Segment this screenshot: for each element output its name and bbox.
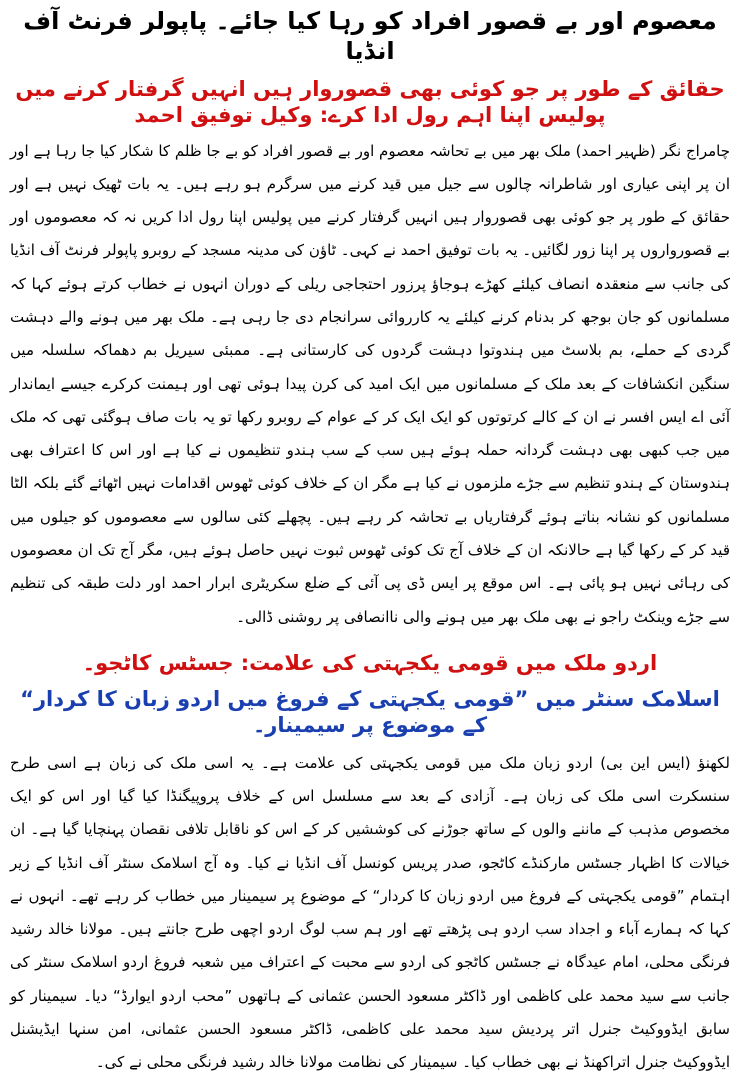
article-urdu-seminar [10, 650, 730, 1080]
article-popular-front [10, 6, 730, 634]
article1-headline: معصوم اور بے قصور افراد کو رہا کیا جائے۔ پاپولر فرنٹ آف انڈیا [23, 7, 717, 65]
article2-headline: اردو ملک میں قومی یکجہتی کی علامت: جسٹس کاٹجو۔ [82, 650, 658, 675]
article1-subheadline: حقائق کے طور پر جو کوئی بھی قصوروار ہیں انہیں گرفتار کرنے میں پولیس اپنا اہم رول ادا کرے: وکیل توفیق احمد [15, 77, 725, 128]
article2-subheadline: اسلامک سنٹر میں ”قومی یکجہتی کے فروغ میں اردو زبان کا کردار“ کے موضوع پر سیمینار۔ [20, 687, 720, 738]
article1-body: چامراج نگر (ظہیر احمد) ملک بھر میں بے تحاشہ معصوم اور بے قصور افراد کو بے جا ظلم کا شکار کیا جا رہا ہے اور ان پر اپنی عیاری اور شاطرانہ چالوں سے جیل میں قید کرنے میں سرگرم ہو رہے ہیں۔ یہ بات ٹھیک نہیں ہے اور حقائق کے طور پر جو کوئی بھی قصوروار ہیں انہیں گرفتار کرنے میں پولیس اپنا رول ادا کریں نہ کہ معصوموں اور بے قصورواروں پر اپنا زور لگائیں۔ یہ بات توفیق احمد نے کہی۔ ٹاؤن کی مدینہ مسجد کے روبرو پاپولر فرنٹ آف انڈیا کی جانب سے منعقدہ انصاف کیلئے کھڑے ہوجاؤ پرزور احتجاجی ریلی کے دوران انہوں نے خطاب کرتے ہوئے کہا کہ مسلمانوں کو جان بوجھ کر بدنام کرنے کیلئے یہ کارروائی سرانجام دی جا رہی ہے۔ ملک بھر میں ہونے والے دہشت گردی کے حملے، بم بلاسٹ میں ہندوتوا دہشت گردوں کی کارستانی ہے۔ ممبئی سیریل بم دھماکہ سلسلہ میں سنگین انکشافات کے بعد ملک کے مسلمانوں میں ایک امید کی کرن پیدا ہوئی تھی اور ہیمنت کرکرے جیسے ایماندار آئی اے ایس افسر نے ان کے کالے کرتوتوں کو ایک ایک کر کے عوام کے روبرو رکھا تو یہ بات صاف ہوگئی تھی کہ ملک میں جب کبھی بھی دہشت گردانہ حملہ ہوئے ہیں سب کے سب ہندو تنظیموں نے کیا ہے اور اس کا اعتراف بھی ہندوستان کے ہندو تنظیم سے جڑے ملزموں نے کیا ہے مگر ان کے خلاف کوئی ٹھوس اقدامات نہیں اٹھائے گئے بلکہ الٹا مسلمانوں کو نشانہ بناتے ہوئے گرفتاریاں بے تحاشہ کر رہے ہیں۔ پچھلے کئی سالوں سے معصوموں کو جیلوں میں قید کر کے رکھا گیا ہے حالانکہ ان کے خلاف آج تک کوئی ٹھوس ثبوت نہیں حاصل ہوئے ہیں، مگر آج تک ان معصوموں کی رہائی نہیں ہو پائی ہے۔ اس موقع پر ایس ڈی پی آئی کے ضلع سکریٹری ابرار احمد اور دلت طبقہ کی تنظیم سے جڑے وینکٹ راجو نے بھی ملک بھر میں ہونے والی ناانصافی پر روشنی ڈالی۔ [10, 141, 730, 626]
article2-body: لکھنؤ (ایس این بی) اردو زبان ملک میں قومی یکجہتی کی علامت ہے۔ یہ اسی ملک کی زبان ہے اسی طرح سنسکرت اسی ملک کی زبان ہے۔ آزادی کے بعد سے مسلسل اس کے خلاف پروپیگنڈا کیا گیا اور اس کو ایک مخصوص مذہب کے ماننے والوں کے ساتھ جوڑنے کی کوششیں کر کے اس کو ناقابل تلافی نقصان پہنچایا گیا ہے۔ ان خیالات کا اظہار جسٹس مارکنڈے کاٹجو، صدر پریس کونسل آف انڈیا نے کیا۔ وہ آج اسلامک سنٹر آف انڈیا کے زیر اہتمام ”قومی یکجہتی کے فروغ میں اردو زبان کا کردار“ کے موضوع پر سیمینار میں خطاب کر رہے تھے۔ انہوں نے کہا کہ ہمارے آباء و اجداد سب اردو ہی پڑھتے تھے اور ہم سب لوگ اردو اچھی طرح جانتے ہیں۔ مولانا خالد رشید فرنگی محلی، امام عیدگاہ نے جسٹس کاٹجو کی اردو سے محبت کے اعتراف میں شعبہ فروغ اردو اسلامک سنٹر کی جانب سے سید محمد علی کاظمی اور ڈاکٹر مسعود الحسن عثمانی کے ہاتھوں ”محب اردو ایوارڈ“ دیا۔ سیمینار کو سابق ایڈووکیٹ جنرل اتر پردیش سید محمد علی کاظمی، ڈاکٹر مسعود الحسن عثمانی، امن سنہا ایڈیشنل ایڈووکیٹ جنرل اتراکھنڈ نے بھی خطاب کیا۔ سیمینار کی نظامت مولانا خالد رشید فرنگی محلی نے کی۔ [10, 753, 730, 1072]
